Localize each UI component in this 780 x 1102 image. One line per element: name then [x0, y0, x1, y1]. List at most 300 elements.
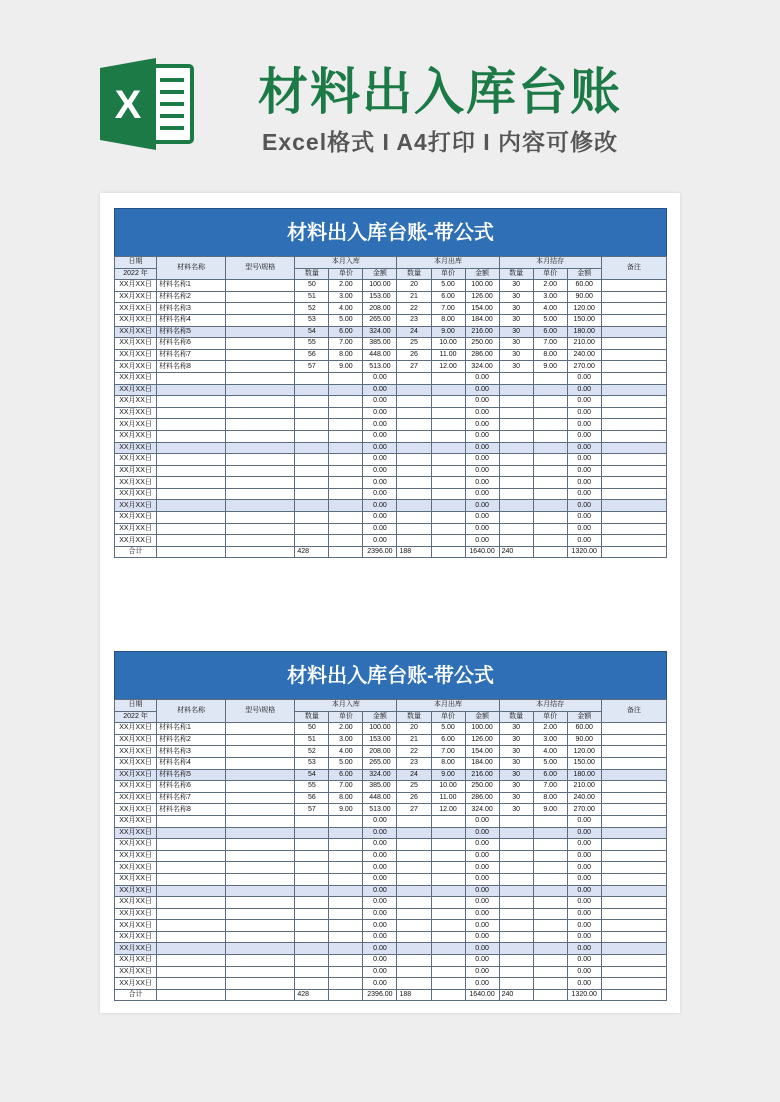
- cell-stock-price[interactable]: 2.00: [533, 280, 567, 292]
- cell-date[interactable]: XX月XX日: [115, 314, 157, 326]
- cell-in-amount[interactable]: 0.00: [363, 943, 397, 955]
- cell-date[interactable]: XX月XX日: [115, 407, 157, 419]
- cell-stock-price[interactable]: [533, 839, 567, 851]
- cell-stock-qty[interactable]: 240: [499, 989, 533, 1001]
- cell-stock-qty[interactable]: [499, 931, 533, 943]
- cell-in-qty[interactable]: 56: [295, 792, 329, 804]
- cell-out-amount[interactable]: 0.00: [465, 827, 499, 839]
- cell-stock-price[interactable]: [533, 430, 567, 442]
- cell-model[interactable]: [226, 500, 295, 512]
- cell-in-amount[interactable]: 0.00: [363, 535, 397, 547]
- cell-stock-qty[interactable]: [499, 966, 533, 978]
- cell-model[interactable]: [226, 897, 295, 909]
- cell-model[interactable]: [226, 757, 295, 769]
- cell-stock-amount[interactable]: 210.00: [567, 781, 601, 793]
- cell-out-price[interactable]: [431, 827, 465, 839]
- cell-out-qty[interactable]: [397, 407, 431, 419]
- cell-material[interactable]: [157, 535, 226, 547]
- cell-stock-amount[interactable]: 240.00: [567, 792, 601, 804]
- cell-in-qty[interactable]: 54: [295, 326, 329, 338]
- cell-stock-price[interactable]: 8.00: [533, 792, 567, 804]
- cell-out-price[interactable]: [431, 442, 465, 454]
- cell-material[interactable]: [157, 815, 226, 827]
- cell-in-qty[interactable]: [295, 815, 329, 827]
- cell-in-price[interactable]: [329, 384, 363, 396]
- cell-out-price[interactable]: [431, 396, 465, 408]
- cell-stock-price[interactable]: [533, 815, 567, 827]
- cell-model[interactable]: [226, 804, 295, 816]
- cell-out-qty[interactable]: 25: [397, 781, 431, 793]
- cell-material[interactable]: [157, 523, 226, 535]
- cell-stock-price[interactable]: [533, 454, 567, 466]
- cell-out-price[interactable]: 6.00: [431, 734, 465, 746]
- cell-model[interactable]: [226, 523, 295, 535]
- cell-material[interactable]: [157, 931, 226, 943]
- cell-stock-qty[interactable]: 30: [499, 746, 533, 758]
- cell-in-qty[interactable]: [295, 827, 329, 839]
- cell-in-qty[interactable]: [295, 442, 329, 454]
- cell-in-price[interactable]: [329, 488, 363, 500]
- cell-note[interactable]: [601, 989, 666, 1001]
- cell-note[interactable]: [601, 500, 666, 512]
- cell-stock-qty[interactable]: 30: [499, 734, 533, 746]
- cell-note[interactable]: [601, 512, 666, 524]
- cell-date[interactable]: XX月XX日: [115, 850, 157, 862]
- cell-stock-price[interactable]: [533, 523, 567, 535]
- cell-in-price[interactable]: [329, 873, 363, 885]
- cell-note[interactable]: [601, 361, 666, 373]
- cell-out-amount[interactable]: 154.00: [465, 746, 499, 758]
- cell-material[interactable]: 材料名称8: [157, 804, 226, 816]
- cell-material[interactable]: [157, 546, 226, 558]
- cell-in-price[interactable]: [329, 897, 363, 909]
- cell-out-price[interactable]: 5.00: [431, 280, 465, 292]
- cell-material[interactable]: [157, 897, 226, 909]
- cell-date[interactable]: XX月XX日: [115, 897, 157, 909]
- cell-in-qty[interactable]: 57: [295, 361, 329, 373]
- cell-stock-amount[interactable]: 0.00: [567, 488, 601, 500]
- cell-out-amount[interactable]: 1640.00: [465, 546, 499, 558]
- cell-material[interactable]: [157, 477, 226, 489]
- cell-in-qty[interactable]: 55: [295, 781, 329, 793]
- cell-stock-price[interactable]: [533, 885, 567, 897]
- cell-out-amount[interactable]: 0.00: [465, 885, 499, 897]
- cell-stock-price[interactable]: [533, 966, 567, 978]
- cell-date[interactable]: XX月XX日: [115, 885, 157, 897]
- cell-material[interactable]: 材料名称1: [157, 723, 226, 735]
- cell-stock-price[interactable]: [533, 978, 567, 990]
- cell-in-amount[interactable]: 0.00: [363, 885, 397, 897]
- cell-out-price[interactable]: 11.00: [431, 349, 465, 361]
- cell-stock-qty[interactable]: 30: [499, 804, 533, 816]
- cell-date[interactable]: XX月XX日: [115, 442, 157, 454]
- cell-stock-qty[interactable]: [499, 442, 533, 454]
- cell-date[interactable]: XX月XX日: [115, 454, 157, 466]
- cell-out-price[interactable]: [431, 500, 465, 512]
- cell-out-amount[interactable]: 154.00: [465, 303, 499, 315]
- cell-out-qty[interactable]: [397, 488, 431, 500]
- cell-out-amount[interactable]: 126.00: [465, 291, 499, 303]
- cell-in-amount[interactable]: 448.00: [363, 792, 397, 804]
- cell-in-qty[interactable]: [295, 430, 329, 442]
- cell-stock-qty[interactable]: [499, 523, 533, 535]
- cell-stock-qty[interactable]: [499, 500, 533, 512]
- cell-note[interactable]: [601, 442, 666, 454]
- cell-model[interactable]: [226, 361, 295, 373]
- cell-out-qty[interactable]: [397, 396, 431, 408]
- cell-model[interactable]: [226, 535, 295, 547]
- cell-out-amount[interactable]: 0.00: [465, 535, 499, 547]
- cell-out-amount[interactable]: 286.00: [465, 349, 499, 361]
- cell-out-amount[interactable]: 0.00: [465, 862, 499, 874]
- cell-out-qty[interactable]: [397, 966, 431, 978]
- cell-stock-price[interactable]: [533, 955, 567, 967]
- cell-in-price[interactable]: [329, 396, 363, 408]
- cell-material[interactable]: 材料名称7: [157, 792, 226, 804]
- cell-in-qty[interactable]: [295, 897, 329, 909]
- cell-out-price[interactable]: 8.00: [431, 757, 465, 769]
- cell-out-price[interactable]: [431, 454, 465, 466]
- cell-in-amount[interactable]: 0.00: [363, 477, 397, 489]
- cell-material[interactable]: [157, 442, 226, 454]
- cell-stock-qty[interactable]: [499, 873, 533, 885]
- cell-out-price[interactable]: [431, 419, 465, 431]
- cell-out-amount[interactable]: 0.00: [465, 419, 499, 431]
- cell-model[interactable]: [226, 465, 295, 477]
- cell-in-price[interactable]: [329, 955, 363, 967]
- cell-in-price[interactable]: [329, 966, 363, 978]
- cell-stock-qty[interactable]: 30: [499, 769, 533, 781]
- cell-model[interactable]: [226, 419, 295, 431]
- cell-in-price[interactable]: [329, 920, 363, 932]
- cell-date[interactable]: XX月XX日: [115, 978, 157, 990]
- cell-in-qty[interactable]: [295, 839, 329, 851]
- cell-in-amount[interactable]: 153.00: [363, 734, 397, 746]
- cell-out-qty[interactable]: [397, 908, 431, 920]
- cell-material[interactable]: [157, 827, 226, 839]
- cell-date[interactable]: XX月XX日: [115, 781, 157, 793]
- cell-in-amount[interactable]: 208.00: [363, 746, 397, 758]
- cell-note[interactable]: [601, 757, 666, 769]
- cell-out-amount[interactable]: 0.00: [465, 908, 499, 920]
- cell-out-qty[interactable]: 21: [397, 734, 431, 746]
- cell-out-amount[interactable]: 0.00: [465, 850, 499, 862]
- cell-note[interactable]: [601, 955, 666, 967]
- cell-date[interactable]: XX月XX日: [115, 280, 157, 292]
- cell-out-qty[interactable]: 21: [397, 291, 431, 303]
- cell-out-qty[interactable]: [397, 827, 431, 839]
- cell-out-qty[interactable]: [397, 384, 431, 396]
- cell-stock-qty[interactable]: [499, 862, 533, 874]
- cell-material[interactable]: 材料名称8: [157, 361, 226, 373]
- cell-material[interactable]: [157, 920, 226, 932]
- cell-out-amount[interactable]: 0.00: [465, 839, 499, 851]
- cell-in-price[interactable]: [329, 465, 363, 477]
- cell-material[interactable]: [157, 407, 226, 419]
- cell-material[interactable]: 材料名称6: [157, 338, 226, 350]
- cell-stock-amount[interactable]: 240.00: [567, 349, 601, 361]
- cell-stock-qty[interactable]: [499, 430, 533, 442]
- cell-in-qty[interactable]: 54: [295, 769, 329, 781]
- cell-stock-qty[interactable]: [499, 908, 533, 920]
- cell-stock-price[interactable]: 4.00: [533, 746, 567, 758]
- cell-note[interactable]: [601, 291, 666, 303]
- cell-material[interactable]: [157, 384, 226, 396]
- cell-model[interactable]: [226, 873, 295, 885]
- cell-out-qty[interactable]: [397, 465, 431, 477]
- cell-model[interactable]: [226, 291, 295, 303]
- cell-material[interactable]: 材料名称4: [157, 314, 226, 326]
- cell-in-price[interactable]: [329, 931, 363, 943]
- cell-in-price[interactable]: 4.00: [329, 746, 363, 758]
- cell-out-amount[interactable]: 216.00: [465, 769, 499, 781]
- cell-note[interactable]: [601, 488, 666, 500]
- cell-stock-price[interactable]: 4.00: [533, 303, 567, 315]
- cell-date[interactable]: XX月XX日: [115, 396, 157, 408]
- cell-note[interactable]: [601, 769, 666, 781]
- cell-in-amount[interactable]: 324.00: [363, 326, 397, 338]
- cell-note[interactable]: [601, 280, 666, 292]
- cell-stock-price[interactable]: [533, 442, 567, 454]
- cell-date[interactable]: XX月XX日: [115, 815, 157, 827]
- cell-out-amount[interactable]: 0.00: [465, 978, 499, 990]
- cell-note[interactable]: [601, 535, 666, 547]
- cell-note[interactable]: [601, 943, 666, 955]
- cell-stock-amount[interactable]: 0.00: [567, 943, 601, 955]
- cell-out-price[interactable]: [431, 897, 465, 909]
- year-value[interactable]: 2022: [123, 269, 139, 277]
- cell-material[interactable]: 材料名称3: [157, 746, 226, 758]
- cell-stock-qty[interactable]: [499, 384, 533, 396]
- cell-stock-qty[interactable]: 240: [499, 546, 533, 558]
- cell-out-qty[interactable]: [397, 943, 431, 955]
- cell-out-price[interactable]: 12.00: [431, 361, 465, 373]
- cell-in-amount[interactable]: 0.00: [363, 955, 397, 967]
- cell-material[interactable]: [157, 454, 226, 466]
- cell-stock-price[interactable]: 9.00: [533, 361, 567, 373]
- cell-stock-amount[interactable]: 0.00: [567, 839, 601, 851]
- cell-out-amount[interactable]: 0.00: [465, 897, 499, 909]
- cell-out-amount[interactable]: 0.00: [465, 477, 499, 489]
- cell-material[interactable]: [157, 966, 226, 978]
- cell-out-qty[interactable]: [397, 978, 431, 990]
- cell-stock-amount[interactable]: 0.00: [567, 372, 601, 384]
- cell-material[interactable]: [157, 500, 226, 512]
- cell-stock-qty[interactable]: 30: [499, 338, 533, 350]
- cell-out-amount[interactable]: 100.00: [465, 723, 499, 735]
- cell-stock-qty[interactable]: 30: [499, 361, 533, 373]
- cell-in-amount[interactable]: 0.00: [363, 512, 397, 524]
- cell-note[interactable]: [601, 839, 666, 851]
- cell-material[interactable]: [157, 978, 226, 990]
- cell-stock-qty[interactable]: 30: [499, 781, 533, 793]
- cell-out-price[interactable]: [431, 839, 465, 851]
- cell-in-price[interactable]: 7.00: [329, 338, 363, 350]
- cell-stock-qty[interactable]: [499, 955, 533, 967]
- cell-out-amount[interactable]: 0.00: [465, 372, 499, 384]
- cell-stock-amount[interactable]: 0.00: [567, 908, 601, 920]
- cell-out-amount[interactable]: 0.00: [465, 500, 499, 512]
- cell-in-price[interactable]: [329, 454, 363, 466]
- cell-out-amount[interactable]: 0.00: [465, 955, 499, 967]
- cell-note[interactable]: [601, 966, 666, 978]
- cell-in-amount[interactable]: 513.00: [363, 361, 397, 373]
- cell-stock-qty[interactable]: 30: [499, 291, 533, 303]
- cell-out-price[interactable]: [431, 465, 465, 477]
- cell-date[interactable]: XX月XX日: [115, 523, 157, 535]
- cell-material[interactable]: [157, 989, 226, 1001]
- cell-in-qty[interactable]: 50: [295, 723, 329, 735]
- cell-stock-amount[interactable]: 0.00: [567, 885, 601, 897]
- cell-stock-price[interactable]: [533, 546, 567, 558]
- cell-note[interactable]: [601, 396, 666, 408]
- cell-note[interactable]: [601, 792, 666, 804]
- cell-material[interactable]: [157, 943, 226, 955]
- cell-in-amount[interactable]: 0.00: [363, 931, 397, 943]
- cell-date[interactable]: XX月XX日: [115, 769, 157, 781]
- cell-out-qty[interactable]: 24: [397, 326, 431, 338]
- cell-in-price[interactable]: 8.00: [329, 349, 363, 361]
- cell-in-price[interactable]: 5.00: [329, 314, 363, 326]
- cell-stock-qty[interactable]: [499, 512, 533, 524]
- cell-in-amount[interactable]: 448.00: [363, 349, 397, 361]
- cell-note[interactable]: [601, 862, 666, 874]
- cell-out-price[interactable]: 7.00: [431, 303, 465, 315]
- cell-stock-price[interactable]: 3.00: [533, 291, 567, 303]
- cell-out-amount[interactable]: 0.00: [465, 523, 499, 535]
- cell-model[interactable]: [226, 477, 295, 489]
- cell-out-amount[interactable]: 324.00: [465, 804, 499, 816]
- cell-material[interactable]: [157, 488, 226, 500]
- cell-model[interactable]: [226, 454, 295, 466]
- cell-out-amount[interactable]: 0.00: [465, 396, 499, 408]
- cell-out-qty[interactable]: 20: [397, 280, 431, 292]
- cell-out-amount[interactable]: 324.00: [465, 361, 499, 373]
- cell-stock-price[interactable]: [533, 943, 567, 955]
- cell-in-qty[interactable]: [295, 920, 329, 932]
- cell-note[interactable]: [601, 349, 666, 361]
- cell-in-qty[interactable]: 55: [295, 338, 329, 350]
- cell-note[interactable]: [601, 815, 666, 827]
- cell-stock-price[interactable]: 5.00: [533, 757, 567, 769]
- cell-material[interactable]: 材料名称5: [157, 769, 226, 781]
- cell-in-qty[interactable]: [295, 931, 329, 943]
- cell-material[interactable]: [157, 465, 226, 477]
- cell-model[interactable]: [226, 734, 295, 746]
- cell-note[interactable]: [601, 338, 666, 350]
- cell-stock-amount[interactable]: 0.00: [567, 966, 601, 978]
- cell-in-amount[interactable]: 0.00: [363, 978, 397, 990]
- cell-out-qty[interactable]: [397, 535, 431, 547]
- cell-date[interactable]: 合计: [115, 546, 157, 558]
- cell-in-price[interactable]: 8.00: [329, 792, 363, 804]
- cell-stock-qty[interactable]: 30: [499, 757, 533, 769]
- cell-model[interactable]: [226, 326, 295, 338]
- cell-stock-price[interactable]: [533, 873, 567, 885]
- cell-in-amount[interactable]: 0.00: [363, 396, 397, 408]
- cell-out-qty[interactable]: [397, 523, 431, 535]
- cell-stock-price[interactable]: [533, 419, 567, 431]
- cell-stock-amount[interactable]: 0.00: [567, 419, 601, 431]
- cell-out-qty[interactable]: 22: [397, 303, 431, 315]
- cell-stock-amount[interactable]: 60.00: [567, 723, 601, 735]
- cell-out-amount[interactable]: 250.00: [465, 781, 499, 793]
- cell-note[interactable]: [601, 454, 666, 466]
- cell-stock-price[interactable]: 7.00: [533, 338, 567, 350]
- cell-stock-price[interactable]: [533, 931, 567, 943]
- cell-in-qty[interactable]: [295, 862, 329, 874]
- cell-date[interactable]: XX月XX日: [115, 326, 157, 338]
- cell-stock-price[interactable]: [533, 897, 567, 909]
- cell-stock-price[interactable]: [533, 908, 567, 920]
- cell-stock-qty[interactable]: [499, 407, 533, 419]
- cell-date[interactable]: XX月XX日: [115, 966, 157, 978]
- cell-model[interactable]: [226, 920, 295, 932]
- cell-stock-amount[interactable]: 0.00: [567, 850, 601, 862]
- cell-out-price[interactable]: 11.00: [431, 792, 465, 804]
- cell-stock-amount[interactable]: 150.00: [567, 314, 601, 326]
- cell-stock-price[interactable]: [533, 862, 567, 874]
- cell-stock-price[interactable]: 5.00: [533, 314, 567, 326]
- cell-stock-amount[interactable]: 0.00: [567, 827, 601, 839]
- cell-note[interactable]: [601, 465, 666, 477]
- cell-stock-qty[interactable]: [499, 815, 533, 827]
- cell-stock-amount[interactable]: 270.00: [567, 804, 601, 816]
- cell-out-qty[interactable]: [397, 955, 431, 967]
- cell-out-amount[interactable]: 0.00: [465, 931, 499, 943]
- cell-out-qty[interactable]: [397, 430, 431, 442]
- cell-out-amount[interactable]: 184.00: [465, 757, 499, 769]
- cell-out-price[interactable]: [431, 989, 465, 1001]
- cell-in-price[interactable]: [329, 885, 363, 897]
- cell-stock-price[interactable]: [533, 827, 567, 839]
- cell-date[interactable]: 合计: [115, 989, 157, 1001]
- cell-material[interactable]: [157, 839, 226, 851]
- cell-note[interactable]: [601, 804, 666, 816]
- cell-material[interactable]: [157, 885, 226, 897]
- cell-out-price[interactable]: 8.00: [431, 314, 465, 326]
- cell-model[interactable]: [226, 792, 295, 804]
- cell-material[interactable]: 材料名称4: [157, 757, 226, 769]
- cell-note[interactable]: [601, 477, 666, 489]
- cell-stock-qty[interactable]: 30: [499, 723, 533, 735]
- cell-out-price[interactable]: [431, 535, 465, 547]
- cell-note[interactable]: [601, 897, 666, 909]
- cell-model[interactable]: [226, 966, 295, 978]
- cell-stock-price[interactable]: [533, 477, 567, 489]
- cell-in-price[interactable]: 4.00: [329, 303, 363, 315]
- cell-stock-price[interactable]: 6.00: [533, 769, 567, 781]
- cell-in-price[interactable]: [329, 839, 363, 851]
- cell-note[interactable]: [601, 908, 666, 920]
- cell-note[interactable]: [601, 407, 666, 419]
- cell-in-amount[interactable]: 0.00: [363, 488, 397, 500]
- cell-model[interactable]: [226, 862, 295, 874]
- cell-stock-amount[interactable]: 90.00: [567, 291, 601, 303]
- cell-out-qty[interactable]: [397, 873, 431, 885]
- cell-material[interactable]: [157, 850, 226, 862]
- cell-stock-amount[interactable]: 0.00: [567, 862, 601, 874]
- cell-stock-amount[interactable]: 120.00: [567, 746, 601, 758]
- cell-in-price[interactable]: [329, 862, 363, 874]
- cell-date[interactable]: XX月XX日: [115, 955, 157, 967]
- cell-note[interactable]: [601, 746, 666, 758]
- cell-stock-qty[interactable]: [499, 372, 533, 384]
- cell-out-qty[interactable]: [397, 500, 431, 512]
- cell-in-price[interactable]: 3.00: [329, 734, 363, 746]
- cell-out-qty[interactable]: [397, 862, 431, 874]
- cell-out-amount[interactable]: 0.00: [465, 966, 499, 978]
